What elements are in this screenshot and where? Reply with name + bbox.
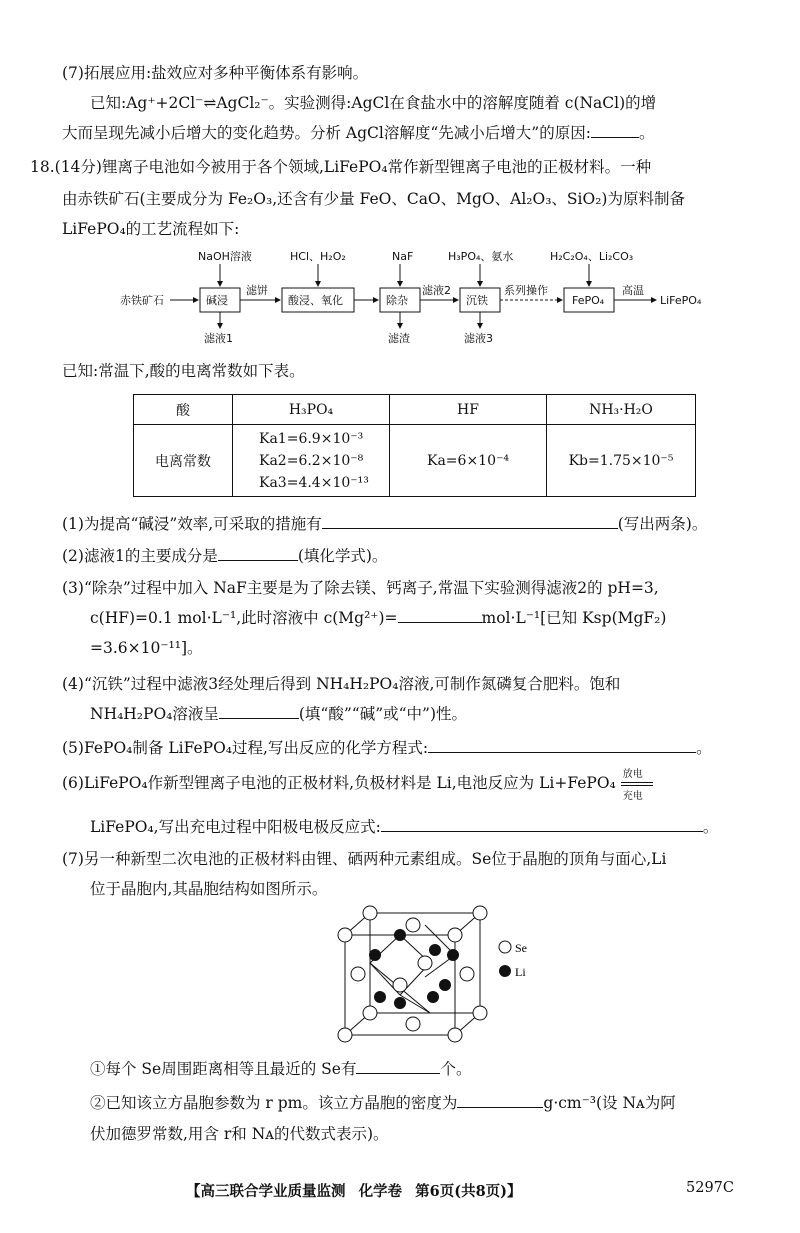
flow-step5: FePO₄ (572, 294, 605, 307)
flow-reagent5: H₂C₂O₄、Li₂CO₃ (550, 250, 634, 263)
flow-step2: 酸浸、氧化 (288, 294, 343, 307)
q18-7-sub2-line2: 伏加德罗常数,用含 r和 Nᴀ的代数式表示)。 (90, 1125, 389, 1143)
li-atom (394, 997, 406, 1009)
se-atom (338, 1028, 352, 1042)
flow-link1: 滤饼 (246, 284, 268, 297)
answer-blank[interactable] (218, 546, 298, 561)
flow-reagent3: NaF (392, 250, 414, 263)
arrow-charge-label: 充电 (622, 791, 643, 802)
flow-out1: 滤液1 (204, 332, 233, 345)
q17-7-line1: (7)拓展应用:盐效应对多种平衡体系有影响。 (62, 64, 369, 82)
sub2-text: ②已知该立方晶胞参数为 r pm。该立方晶胞的密度为 (90, 1094, 458, 1112)
q18-part3-line1: (3)“除杂”过程中加入 NaF主要是为了除去镁、钙离子,常温下实验测得滤液2的 pH=3, (62, 579, 659, 597)
se-atom (363, 1006, 377, 1020)
part6-text: (6)LiFePO₄作新型锂离子电池的正极材料,负极材料是 Li,电池反应为 Li+FePO₄ (62, 774, 616, 792)
flow-start: 赤铁矿石 (120, 294, 164, 307)
se-atom (473, 1006, 487, 1020)
arrow-top-line (621, 782, 653, 783)
q18-part6-line1 (62, 769, 655, 802)
se-atom (460, 967, 474, 981)
q17-7-line3 (62, 122, 654, 144)
part5-end: 。 (696, 739, 712, 757)
table-cell-hf: Ka=6×10⁻⁴ (390, 425, 547, 497)
sub1-text: ①每个 Se周围距离相等且最近的 Se有 (90, 1060, 357, 1078)
legend-li-label: Li (515, 965, 526, 979)
flow-link5: 高温 (622, 284, 644, 297)
se-atom (473, 906, 487, 920)
flow-product: LiFePO₄ (660, 294, 702, 307)
legend-se-icon (499, 941, 511, 953)
sub2-text2: g·cm⁻³(设 Nᴀ为阿 (543, 1094, 676, 1112)
answer-blank[interactable] (356, 1059, 440, 1074)
table-cell-h3po4 (233, 425, 390, 497)
flow-reagent4: H₃PO₄、氨水 (448, 250, 514, 263)
part6-end: 。 (702, 818, 719, 836)
q18-part3-line2 (90, 607, 666, 629)
flow-out3: 滤渣 (388, 332, 410, 345)
reversible-arrow (621, 769, 655, 802)
footer-exam-name: 【高三联合学业质量监测 (186, 1183, 346, 1200)
table-header-h3po4: H₃PO₄ (233, 395, 390, 425)
answer-blank[interactable] (457, 1093, 543, 1108)
q18-line3: LiFePO₄的工艺流程如下: (62, 220, 240, 238)
table-header-nh3h2o: NH₃·H₂O (547, 395, 696, 425)
footer-page: 第6页(共8页)】 (415, 1183, 522, 1200)
table-header-acid: 酸 (134, 395, 233, 425)
q18-part2 (62, 545, 387, 567)
part3-text2: mol·L⁻¹[已知 Ksp(MgF₂) (481, 609, 667, 627)
li-atom (427, 991, 439, 1003)
se-atom (393, 978, 407, 992)
q18-part3-line3: =3.6×10⁻¹¹]。 (90, 639, 203, 657)
flow-reagent1: NaOH溶液 (198, 250, 252, 263)
q18-7-sub1 (90, 1058, 471, 1080)
se-atom (363, 906, 377, 920)
part4-text: NH₄H₂PO₄溶液呈 (90, 705, 219, 723)
answer-blank[interactable] (428, 738, 696, 753)
part4-end: (填“酸”“碱”或“中”)性。 (298, 705, 468, 723)
answer-blank[interactable] (322, 514, 618, 529)
se-atom (338, 928, 352, 942)
ka1-value: Ka1=6.9×10⁻³ (259, 430, 364, 447)
known-text: 已知:常温下,酸的电离常数如下表。 (62, 362, 305, 380)
ionization-constant-table (133, 394, 696, 497)
se-atom (406, 918, 420, 932)
legend-li-icon (499, 965, 511, 977)
footer-subject: 化学卷 (358, 1183, 403, 1200)
li-atom (429, 944, 441, 956)
footer-title (186, 1180, 522, 1201)
q18-7-sub2-line1 (90, 1092, 676, 1114)
flow-step3: 除杂 (386, 294, 408, 307)
q18-part7-line2: 位于晶胞内,其晶胞结构如图所示。 (90, 880, 328, 898)
arrow-discharge-label: 放电 (622, 769, 643, 780)
process-flow-diagram (120, 250, 720, 350)
li-atom (439, 979, 451, 991)
table-cell-nh3h2o: Kb=1.75×10⁻⁵ (547, 425, 696, 497)
ka2-value: Ka2=6.2×10⁻⁸ (259, 452, 364, 469)
sub1-end: 个。 (440, 1060, 472, 1078)
table-row-label: 电离常数 (134, 425, 233, 497)
q18-line2: 由赤铁矿石(主要成分为 Fe₂O₃,还含有少量 FeO、CaO、MgO、Al₂O₃、SiO₂)为原料制备 (62, 190, 685, 208)
flow-step1: 碱浸 (206, 294, 228, 307)
flow-out4: 滤液3 (464, 332, 493, 345)
q18-part1 (62, 513, 707, 535)
answer-blank[interactable] (398, 608, 482, 623)
part2-end: (填化学式)。 (297, 547, 388, 565)
se-atom (351, 967, 365, 981)
q18-part4-line2 (90, 703, 467, 725)
li-atom (369, 949, 381, 961)
li-atom (447, 949, 459, 961)
footer-code: 5297C (686, 1180, 734, 1196)
se-atom (406, 1017, 420, 1031)
q18-part6-line2 (90, 816, 718, 838)
se-atom (418, 956, 432, 970)
se-atom (448, 928, 462, 942)
table-header-hf: HF (390, 395, 547, 425)
li-atom (374, 991, 386, 1003)
part6-text2: LiFePO₄,写出充电过程中阳极电极反应式: (90, 818, 381, 836)
q17-7-line3-text: 大而呈现先减小后增大的变化趋势。分析 AgCl溶解度“先减小后增大”的原因: (62, 124, 591, 142)
li-atom (394, 929, 406, 941)
flow-link4: 系列操作 (504, 284, 548, 297)
answer-blank[interactable] (591, 123, 639, 138)
q17-7-line3-end: 。 (638, 124, 655, 142)
part5-text: (5)FePO₄制备 LiFePO₄过程,写出反应的化学方程式: (62, 739, 429, 757)
flow-step4: 沉铁 (466, 294, 488, 307)
se-atom (448, 1028, 462, 1042)
q18-part7-line1: (7)另一种新型二次电池的正极材料由锂、硒两种元素组成。Se位于晶胞的顶角与面心,Li (62, 850, 667, 868)
part1-text: (1)为提高“碱浸”效率,可采取的措施有 (62, 515, 322, 533)
flow-reagent2: HCl、H₂O₂ (290, 250, 346, 263)
q18-part5 (62, 737, 712, 759)
part2-text: (2)滤液1的主要成分是 (62, 547, 218, 565)
part1-end: (写出两条)。 (617, 515, 708, 533)
q18-part4-line1: (4)“沉铁”过程中滤液3经处理后得到 NH₄H₂PO₄溶液,可制作氮磷复合肥料。饱和 (62, 675, 621, 693)
legend-se-label: Se (515, 941, 527, 955)
ka3-value: Ka3=4.4×10⁻¹³ (259, 474, 369, 491)
answer-blank[interactable] (381, 817, 703, 832)
flow-link3: 滤液2 (422, 284, 451, 297)
part3-text: c(HF)=0.1 mol·L⁻¹,此时溶液中 c(Mg²⁺)= (90, 609, 398, 627)
answer-blank[interactable] (219, 704, 299, 719)
q18-line1: 18.(14分)锂离子电池如今被用于各个领域,LiFePO₄常作新型锂离子电池的正极材料。一种 (30, 158, 652, 176)
crystal-cell-diagram (325, 905, 535, 1045)
q17-7-line2: 已知:Ag⁺+2Cl⁻⇌AgCl₂⁻。实验测得:AgCl在食盐水中的溶解度随着 c(NaCl)的增 (90, 94, 657, 112)
